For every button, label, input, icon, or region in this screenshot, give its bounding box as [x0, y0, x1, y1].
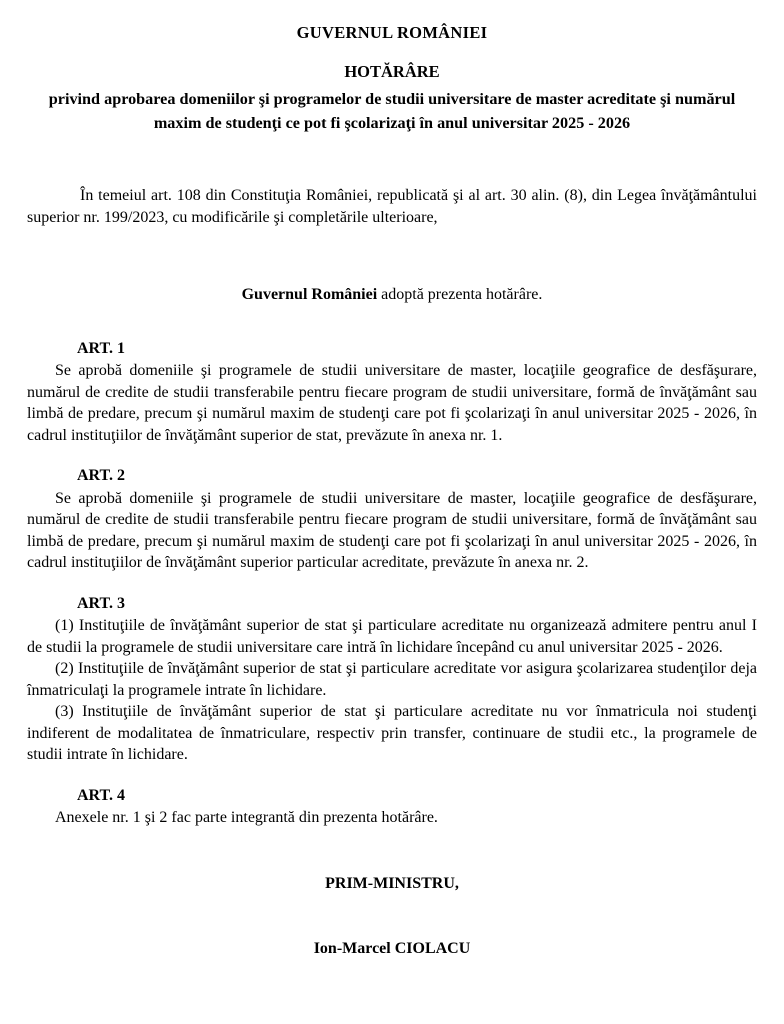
document-header: GUVERNUL ROMÂNIEI: [296, 23, 488, 42]
article-3-paragraph-2: (2) Instituţiile de învăţământ superior de stat şi particulare acreditate vor asigura şcolarizarea studenţilor deja înmatriculaţi la programele intrate în lichidare.: [27, 660, 757, 699]
article-3-heading: ART. 3: [77, 594, 126, 612]
article-1-paragraph: Se aprobă domeniile şi programele de studii universitare de master, locaţiile geografice de desfăşurare, numărul de credite de studii transferabile pentru fiecare program de studii universitare, formă de învăţământ sau limbă de predare, precum şi numărul maxim de studenţi care pot fi şcolarizaţi în anul universitar 2025 - 2026, în cadrul instituţiilor de învăţământ superior de stat, prevăzute în anexa nr. 1.: [27, 362, 757, 444]
article-1-heading: ART. 1: [77, 339, 126, 357]
article-2-heading: ART. 2: [77, 467, 126, 484]
article-4-paragraph: Anexele nr. 1 şi 2 fac parte integrantă din prezenta hotărâre.: [55, 809, 438, 826]
adoption-verb: adoptă prezenta hotărâre.: [377, 286, 543, 303]
article-1: [27, 338, 757, 447]
article-4: [27, 785, 757, 829]
article-2-paragraph: Se aprobă domeniile şi programele de studii universitare de master, locaţiile geografice de desfăşurare, numărul de credite de studii transferabile pentru fiecare program de studii universitare, formă de învăţământ sau limbă de predare, precum şi numărul maxim de studenţi care pot fi şcolarizaţi în anul universitar 2025 - 2026, în cadrul instituţiilor de învăţământ superior particular acreditate, prevăzute în anexa nr. 2.: [27, 489, 757, 571]
signatory-name: Ion-Marcel CIOLACU: [313, 940, 471, 957]
article-3-paragraph-1: (1) Instituţiile de învăţământ superior de stat şi particulare acreditate nu organizează admitere pentru anul I de studii la programele de studii universitare care intră în lichidare începând cu anul universitar 2025 - 2026.: [27, 617, 757, 656]
document-type-title: HOTĂRÂRE: [344, 61, 440, 81]
article-4-heading: ART. 4: [77, 786, 126, 804]
preamble-paragraph: În temeiul art. 108 din Constituţia României, republicată şi al art. 30 alin. (8), din Legea învăţământului superior nr. 199/2023, cu modificările şi completările ulterioare,: [27, 187, 757, 226]
article-2: [27, 465, 757, 574]
article-3: [27, 593, 757, 766]
adoption-line: [27, 284, 757, 306]
adoption-subject: Guvernul României: [241, 286, 378, 303]
signature-title: PRIM-MINISTRU,: [325, 874, 459, 892]
document-subtitle: privind aprobarea domeniilor şi programelor de studii universitare de master acreditate şi numărul maxim de studenţi ce pot fi şcolarizaţi în anul universitar 2025 - 2026: [48, 90, 736, 132]
article-3-paragraph-3: (3) Instituţiile de învăţământ superior de stat şi particulare acreditate nu vor înmatricula noi studenţi indiferent de modalitatea de înmatriculare, respectiv prin transfer, continuare de studii etc., la programele de studii intrate în lichidare.: [27, 703, 757, 763]
